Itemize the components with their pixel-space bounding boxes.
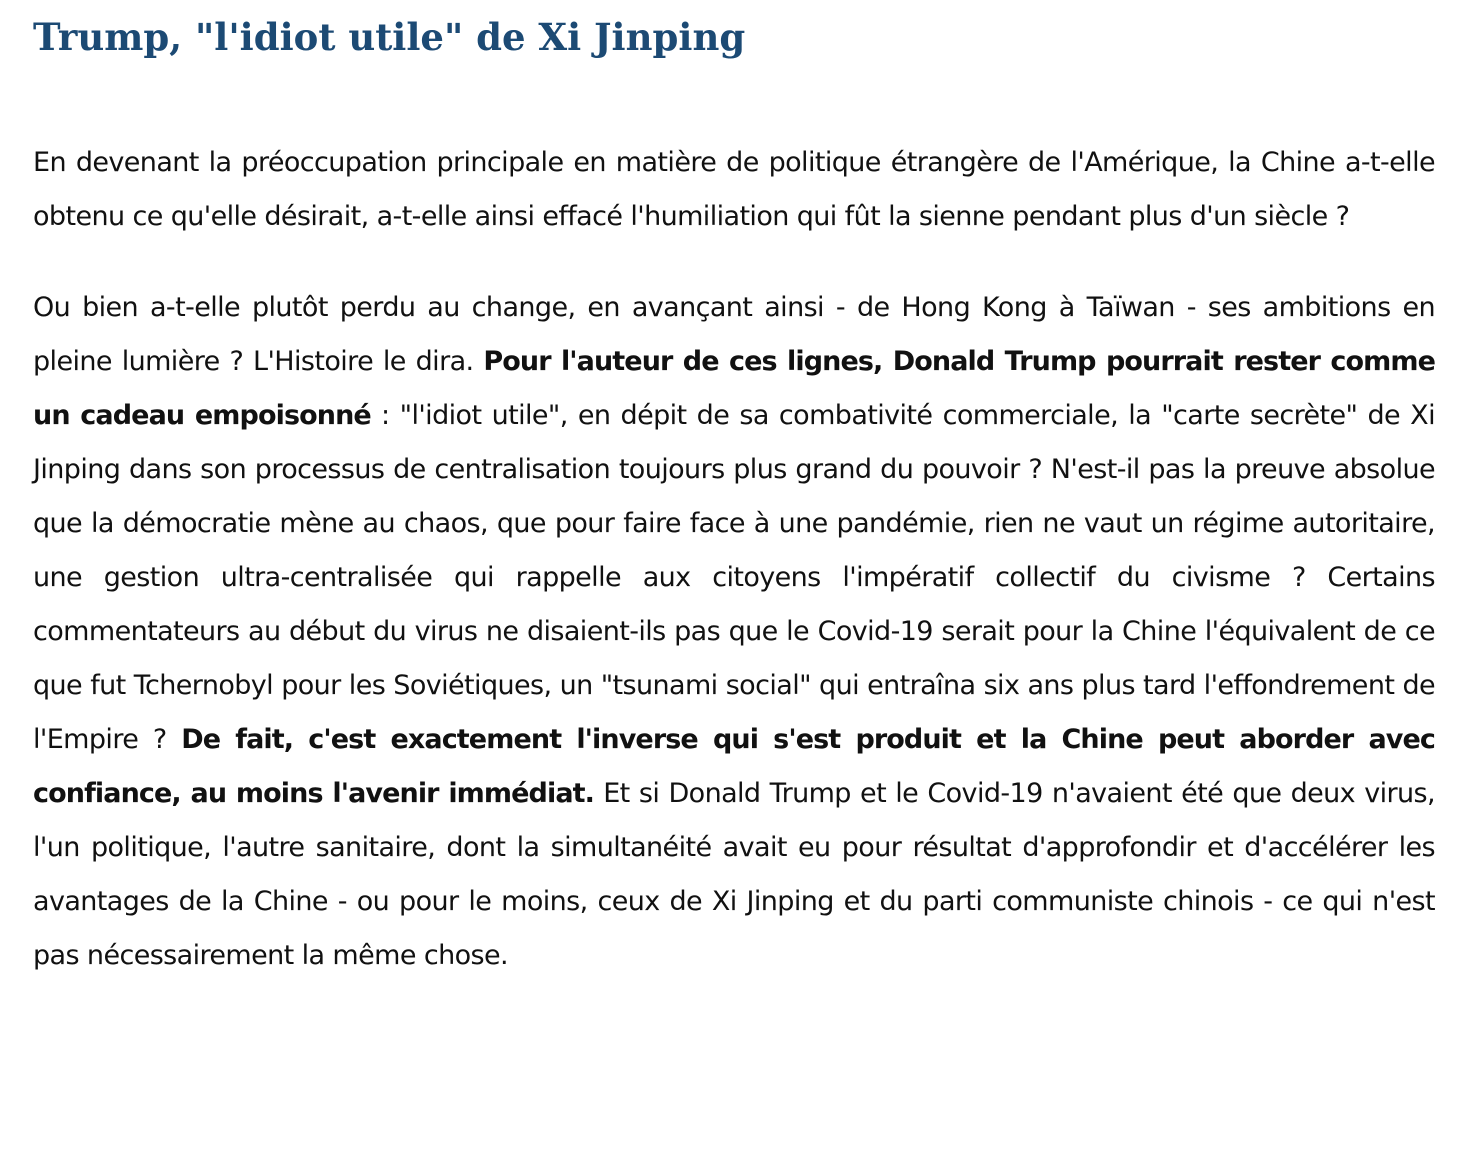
paragraph-body bbox=[33, 281, 1435, 983]
bold-statement: Pour l'auteur de ces lignes, Donald Trump pourrait rester comme un cadeau empoisonné bbox=[33, 346, 1435, 431]
bold-statement: De fait, c'est exactement l'inverse qui s'est produit et la Chine peut aborder avec confiance, au moins l'avenir immédiat. bbox=[33, 724, 1435, 809]
paragraph-text: : "l'idiot utile", en dépit de sa combativité commerciale, la "carte secrète" de Xi Jinping dans son processus de centralisation toujours plus grand du pouvoir ? N'est-il pas la preuve absolue que la démocratie mène au chaos, que pour faire face à une pandémie, rien ne vaut un régime autoritaire, une gestion ultra-centralisée qui rappelle aux citoyens l'impératif collectif du civisme ? Certains commentateurs au début du virus ne disaient-ils pas que le Covid-19 serait pour la Chine l'équivalent de ce que fut Tchernobyl pour les Soviétiques, un "tsunami social" qui entraîna six ans plus tard l'effondrement de l'Empire ? bbox=[33, 400, 1435, 755]
paragraph-text: Et si Donald Trump et le Covid-19 n'avaient été que deux virus, l'un politique, l'autre sanitaire, dont la simultanéité avait eu pour résultat d'approfondir et d'accélérer les avantages de la Chine - ou pour le moins, ceux de Xi Jinping et du parti communiste chinois - ce qui n'est pas nécessairement la même chose. bbox=[33, 778, 1435, 971]
paragraph-text: Ou bien a-t-elle plutôt perdu au change, en avançant ainsi - de Hong Kong à Taïwan - ses ambitions en pleine lumière ? L'Histoire le dira. bbox=[33, 292, 1435, 377]
article-title: Trump, "l'idiot utile" de Xi Jinping bbox=[33, 15, 746, 59]
paragraph-intro: En devenant la préoccupation principale en matière de politique étrangère de l'Amérique, la Chine a-t-elle obtenu ce qu'elle désirait, a-t-elle ainsi effacé l'humiliation qui fût la sienne pendant plus d'un siècle ? bbox=[33, 147, 1435, 232]
article bbox=[33, 0, 1435, 983]
